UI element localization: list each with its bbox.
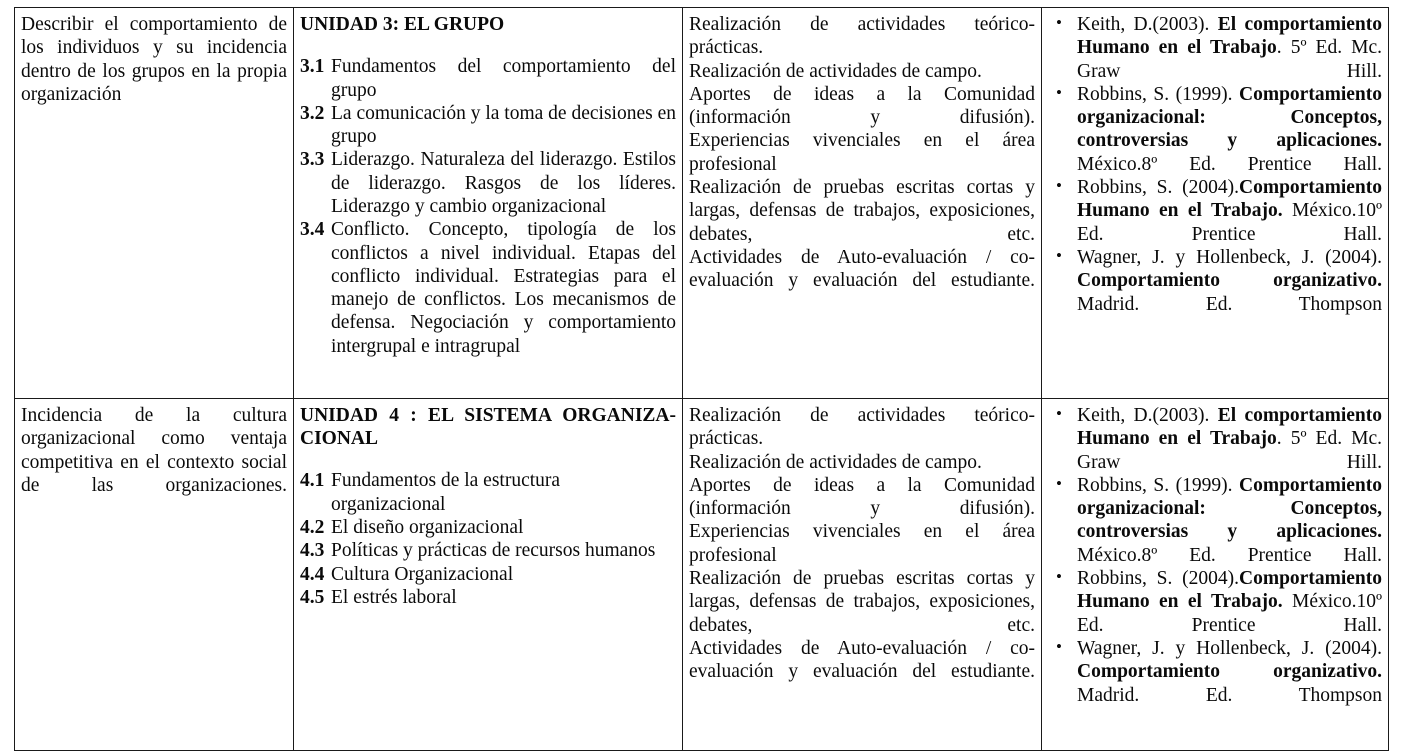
bullet-icon: • — [1056, 245, 1062, 265]
cell-bibliography — [1042, 8, 1389, 399]
citation-edition: México.10º Ed. Prentice Hall. — [1077, 591, 1382, 636]
topic-text: El diseño organizacional — [331, 517, 524, 538]
unit-topic-item — [300, 516, 676, 539]
cell-competency — [15, 399, 294, 751]
activity-line: Aportes de ideas a la Comunidad (información y difusión). — [689, 474, 1035, 520]
cell-activities — [683, 399, 1042, 751]
unit-topic-item — [300, 218, 676, 358]
bibliography-item — [1048, 637, 1382, 707]
topic-text: Fundamentos de la estructura organizacional — [331, 470, 561, 515]
bullet-icon: • — [1056, 13, 1062, 32]
topic-number: 3.2 — [300, 102, 325, 124]
bibliography-list — [1048, 13, 1382, 316]
activity-line: Realización de actividades teórico-prácticas. — [689, 14, 1035, 59]
topic-text: El estrés laboral — [331, 586, 457, 608]
activity-line: Realización de actividades de campo. — [689, 60, 982, 82]
topic-number: 4.4 — [300, 563, 325, 585]
unit-topic-item — [300, 102, 676, 149]
activity-line: Realización de actividades de campo. — [689, 451, 982, 473]
citation-author: Wagner, J. y Hollenbeck, J. (2004). — [1077, 637, 1382, 659]
citation-author: Wagner, J. y Hollenbeck, J. (2004). — [1077, 246, 1382, 268]
bullet-icon: • — [1056, 176, 1062, 196]
unit-topic-list — [300, 469, 676, 609]
topic-number: 4.3 — [300, 540, 325, 562]
topic-text: Fundamentos del comportamiento del grupo — [331, 56, 676, 101]
activity-line: Realización de actividades teórico-prácticas. — [689, 405, 1035, 450]
unit-topic-item — [300, 148, 676, 218]
bibliography-item — [1048, 13, 1382, 83]
activity-line: Experiencias vivenciales en el área profesional — [689, 521, 1035, 566]
bullet-icon: • — [1056, 473, 1062, 493]
citation-author: Robbins, S. (1999). — [1077, 474, 1240, 496]
topic-text: Conflicto. Concepto, tipología de los conflictos a nivel individual. Etapas del conflicto individual. Estrategias para el manejo de conflictos. Los mecanismos de defensa. Negociación y comportamiento intergrupal e intragrupal — [331, 219, 676, 357]
bibliography-item — [1048, 83, 1382, 176]
citation-title: El comportamiento Humano en el Trabajo — [1077, 14, 1382, 59]
table-body — [15, 8, 1389, 751]
citation-edition: Madrid. Ed. Thompson — [1077, 293, 1382, 315]
citation-author: Keith, D.(2003). — [1077, 405, 1218, 426]
topic-number: 4.5 — [300, 586, 325, 608]
competency-text: Incidencia de la cultura organizacional como ventaja competitiva en el contexto social de las organizaciones. — [21, 405, 287, 496]
unit-title-line1: UNIDAD 4 : EL SISTEMA ORGANIZA- — [300, 405, 676, 426]
activity-line: Actividades de Auto-evaluación / co-evaluación y evaluación del estudiante. — [689, 246, 1035, 292]
bibliography-item — [1048, 404, 1382, 474]
citation-edition: Madrid. Ed. Thompson — [1077, 684, 1382, 706]
bibliography-item — [1048, 246, 1382, 316]
citation-edition: México.10º Ed. Prentice Hall. — [1077, 200, 1382, 245]
activity-line: Experiencias vivenciales en el área profesional — [689, 130, 1035, 175]
topic-number: 3.1 — [300, 56, 325, 78]
unit-title-line2: CIONAL — [300, 428, 379, 450]
activity-line: Realización de pruebas escritas cortas y largas, defensas de trabajos, exposiciones, debates, etc. — [689, 177, 1035, 245]
table-row — [15, 399, 1389, 751]
citation-author: Robbins, S. (1999). — [1077, 83, 1240, 105]
topic-text: La comunicación y la toma de decisiones en grupo — [331, 102, 676, 148]
cell-competency — [15, 8, 294, 399]
bibliography-item — [1048, 474, 1382, 567]
citation-title: Comportamiento organizacional: Conceptos, controversias y aplicaciones. — [1077, 83, 1382, 152]
citation-title: Comportamiento organizativo. — [1077, 661, 1382, 683]
cell-bibliography — [1042, 399, 1389, 751]
unit-topic-item — [300, 563, 676, 586]
bullet-icon: • — [1056, 404, 1062, 423]
citation-title: Comportamiento organizativo. — [1077, 270, 1382, 292]
bibliography-list — [1048, 404, 1382, 707]
citation-author: Robbins, S. (2004). — [1077, 568, 1240, 590]
bullet-icon: • — [1056, 567, 1062, 587]
topic-number: 4.2 — [300, 517, 325, 538]
topic-number: 3.4 — [300, 219, 325, 241]
unit-topic-item — [300, 539, 676, 562]
unit-spacer — [300, 450, 676, 469]
citation-author: Robbins, S. (2004). — [1077, 177, 1240, 199]
unit-title — [300, 404, 676, 427]
cell-unit — [294, 8, 683, 399]
citation-edition: . 5º Ed. Mc. Graw Hill. — [1077, 37, 1383, 82]
topic-number: 3.3 — [300, 149, 325, 171]
citation-title: El comportamiento Humano en el Trabajo — [1077, 405, 1382, 450]
activity-line: Aportes de ideas a la Comunidad (información y difusión). — [689, 83, 1035, 129]
syllabus-table — [14, 7, 1389, 751]
activity-line: Actividades de Auto-evaluación / co-evaluación y evaluación del estudiante. — [689, 637, 1035, 683]
competency-text: Describir el comportamiento de los individuos y su incidencia dentro de los grupos en la propia organización — [21, 14, 287, 105]
cell-unit — [294, 399, 683, 751]
citation-edition: México.8º Ed. Prentice Hall. — [1077, 153, 1382, 175]
citation-author: Keith, D.(2003). — [1077, 14, 1218, 35]
cell-activities — [683, 8, 1042, 399]
citation-edition: . 5º Ed. Mc. Graw Hill. — [1077, 428, 1383, 473]
citation-title: Comportamiento Humano en el Trabajo. — [1077, 568, 1382, 613]
citation-title: Comportamiento Humano en el Trabajo. — [1077, 177, 1382, 222]
unit-spacer — [300, 36, 676, 55]
unit-topic-item — [300, 586, 676, 609]
unit-topic-item — [300, 55, 676, 102]
bullet-icon: • — [1056, 636, 1062, 656]
unit-topic-list — [300, 55, 676, 358]
unit-topic-item — [300, 469, 676, 516]
citation-edition: México.8º Ed. Prentice Hall. — [1077, 544, 1382, 566]
topic-number: 4.1 — [300, 470, 325, 492]
topic-text: Políticas y prácticas de recursos humanos — [331, 540, 656, 562]
unit-title: UNIDAD 3: EL GRUPO — [300, 14, 505, 35]
citation-title: Comportamiento organizacional: Conceptos, controversias y aplicaciones. — [1077, 474, 1382, 543]
activity-line: Realización de pruebas escritas cortas y largas, defensas de trabajos, exposiciones, debates, etc. — [689, 568, 1035, 636]
topic-text: Cultura Organizacional — [331, 563, 514, 585]
bibliography-item — [1048, 567, 1382, 637]
topic-text: Liderazgo. Naturaleza del liderazgo. Estilos de liderazgo. Rasgos de los líderes. Liderazgo y cambio organizacional — [331, 149, 676, 217]
bibliography-item — [1048, 176, 1382, 246]
bullet-icon: • — [1056, 82, 1062, 102]
table-row — [15, 8, 1389, 399]
